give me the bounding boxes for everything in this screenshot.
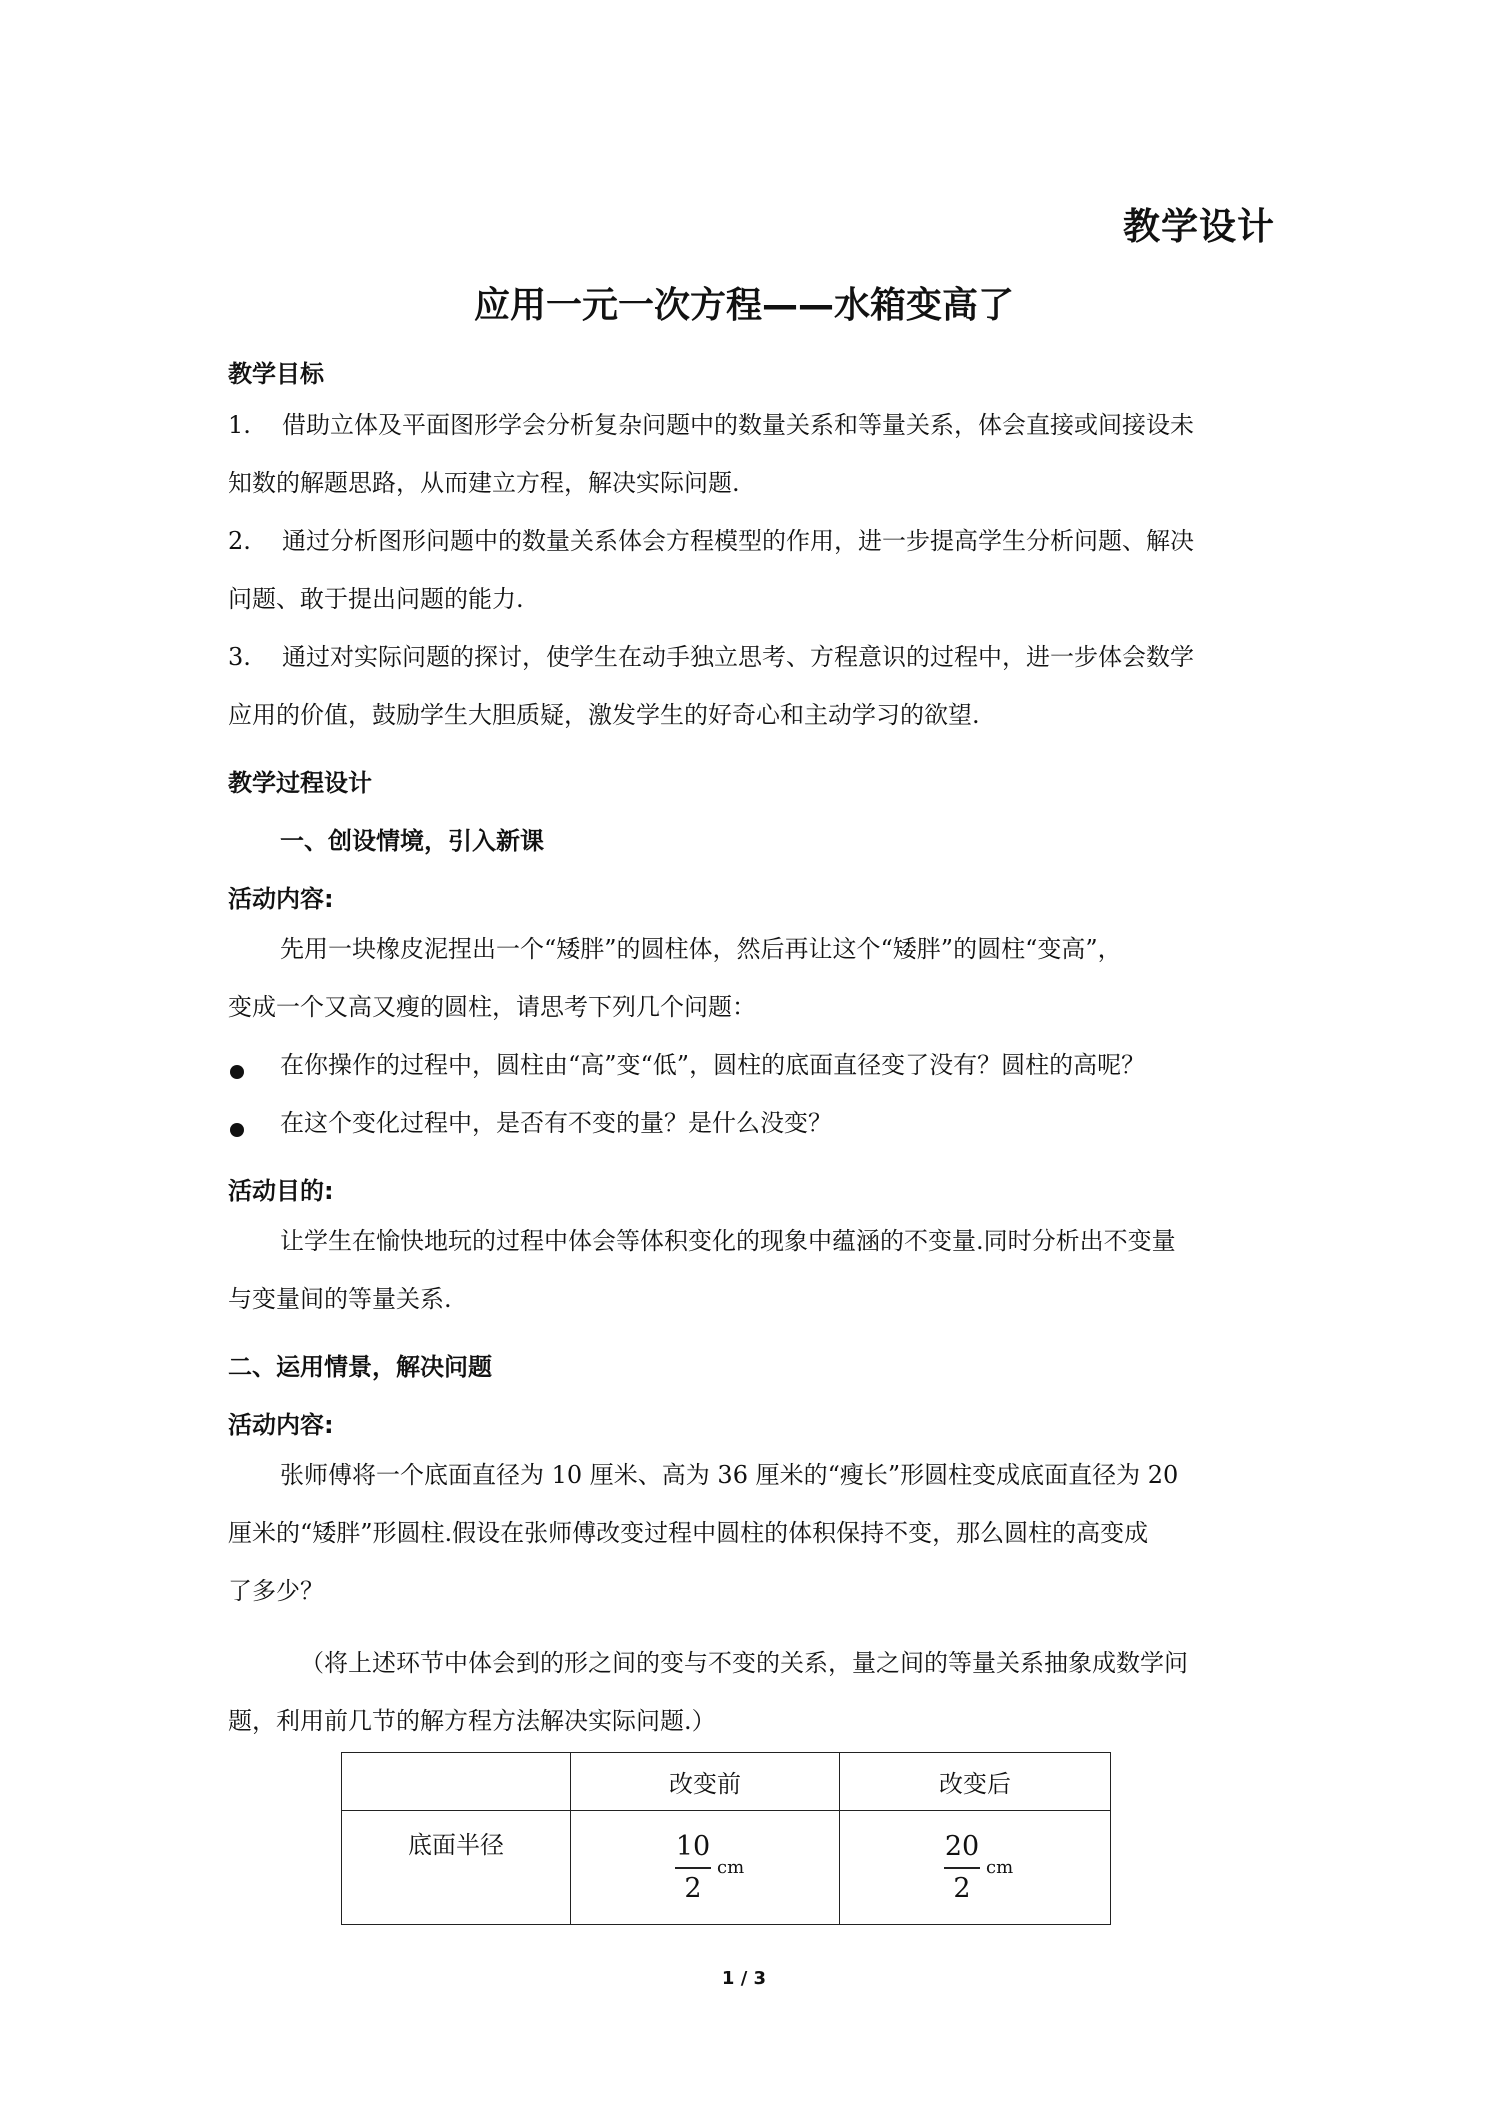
objective-item-3-cont: 应用的价值，鼓励学生大胆质疑，激发学生的好奇心和主动学习的欲望. [228, 701, 980, 729]
objective-item-2 [228, 512, 1194, 570]
page-number: 1 / 3 [721, 1968, 767, 1989]
document-type-label: 教学设计 [1123, 205, 1275, 248]
section1-bullet-1: 在你操作的过程中，圆柱由“高”变“低”，圆柱的底面直径变了没有？圆柱的高呢？ [280, 1051, 1146, 1079]
objective-item-1 [228, 396, 1194, 454]
document-title: 应用一元一次方程——水箱变高了 [473, 285, 1014, 326]
radius-table [341, 1752, 1111, 1925]
section1-activity-goal-label: 活动目的: [228, 1177, 334, 1205]
table-header-cell [342, 1753, 571, 1811]
fraction [675, 1829, 711, 1907]
table-row [342, 1811, 1111, 1925]
bullet-dot [230, 1123, 244, 1137]
fraction-bar [944, 1867, 980, 1869]
objectives-heading: 教学目标 [228, 360, 324, 388]
section2-problem-line1: 张师傅将一个底面直径为 10 厘米、高为 36 厘米的“瘦长”形圆柱变成底面直径为 20 [280, 1461, 1179, 1489]
section1-heading: 一、创设情境，引入新课 [280, 827, 544, 855]
unit-label: cm [717, 1857, 745, 1878]
section1-content-line1: 先用一块橡皮泥捏出一个“矮胖”的圆柱体，然后再让这个“矮胖”的圆柱“变高”， [280, 935, 1122, 963]
bullet-dot [230, 1065, 244, 1079]
section1-content-line2: 变成一个又高又瘦的圆柱，请思考下列几个问题： [228, 993, 756, 1021]
fraction-denominator: 2 [953, 1872, 971, 1904]
objective-text: 借助立体及平面图形学会分析复杂问题中的数量关系和等量关系，体会直接或间接设未 [282, 411, 1194, 439]
objective-item-2-cont: 问题、敢于提出问题的能力. [228, 585, 524, 613]
section2-note-line2: 题，利用前几节的解方程方法解决实际问题.） [228, 1707, 716, 1735]
fraction-numerator: 10 [675, 1830, 711, 1862]
table-row-label: 底面半径 [342, 1811, 571, 1925]
section2-problem-line3: 了多少？ [228, 1577, 324, 1605]
section2-heading: 二、运用情景，解决问题 [228, 1353, 492, 1381]
section2-activity-content-label: 活动内容: [228, 1411, 334, 1439]
section1-goal-line2: 与变量间的等量关系. [228, 1285, 452, 1313]
objective-number: 1. [228, 411, 251, 439]
objective-number: 3. [228, 643, 251, 671]
section1-goal-line1: 让学生在愉快地玩的过程中体会等体积变化的现象中蕴涵的不变量.同时分析出不变量 [280, 1227, 1176, 1255]
table-cell-before [571, 1811, 840, 1925]
process-heading: 教学过程设计 [228, 769, 372, 797]
table-header-cell: 改变后 [840, 1753, 1111, 1811]
unit-label: cm [986, 1857, 1014, 1878]
section2-note-line1: （将上述环节中体会到的形之间的变与不变的关系，量之间的等量关系抽象成数学问 [300, 1649, 1188, 1677]
section1-activity-content-label: 活动内容: [228, 885, 334, 913]
fraction-numerator: 20 [944, 1830, 980, 1862]
objective-text: 通过对实际问题的探讨，使学生在动手独立思考、方程意识的过程中，进一步体会数学 [282, 643, 1194, 671]
objective-item-1-cont: 知数的解题思路，从而建立方程，解决实际问题. [228, 469, 740, 497]
section1-bullet-2: 在这个变化过程中，是否有不变的量？是什么没变？ [280, 1109, 832, 1137]
objective-text: 通过分析图形问题中的数量关系体会方程模型的作用，进一步提高学生分析问题、解决 [282, 527, 1194, 555]
section2-problem-line2: 厘米的“矮胖”形圆柱.假设在张师傅改变过程中圆柱的体积保持不变，那么圆柱的高变成 [228, 1519, 1149, 1547]
table-header-cell: 改变前 [571, 1753, 840, 1811]
objective-number: 2. [228, 527, 251, 555]
objective-item-3 [228, 628, 1194, 686]
fraction-denominator: 2 [684, 1872, 702, 1904]
table-header-row [342, 1753, 1111, 1811]
fraction [944, 1829, 980, 1907]
table-cell-after [840, 1811, 1111, 1925]
fraction-bar [675, 1867, 711, 1869]
